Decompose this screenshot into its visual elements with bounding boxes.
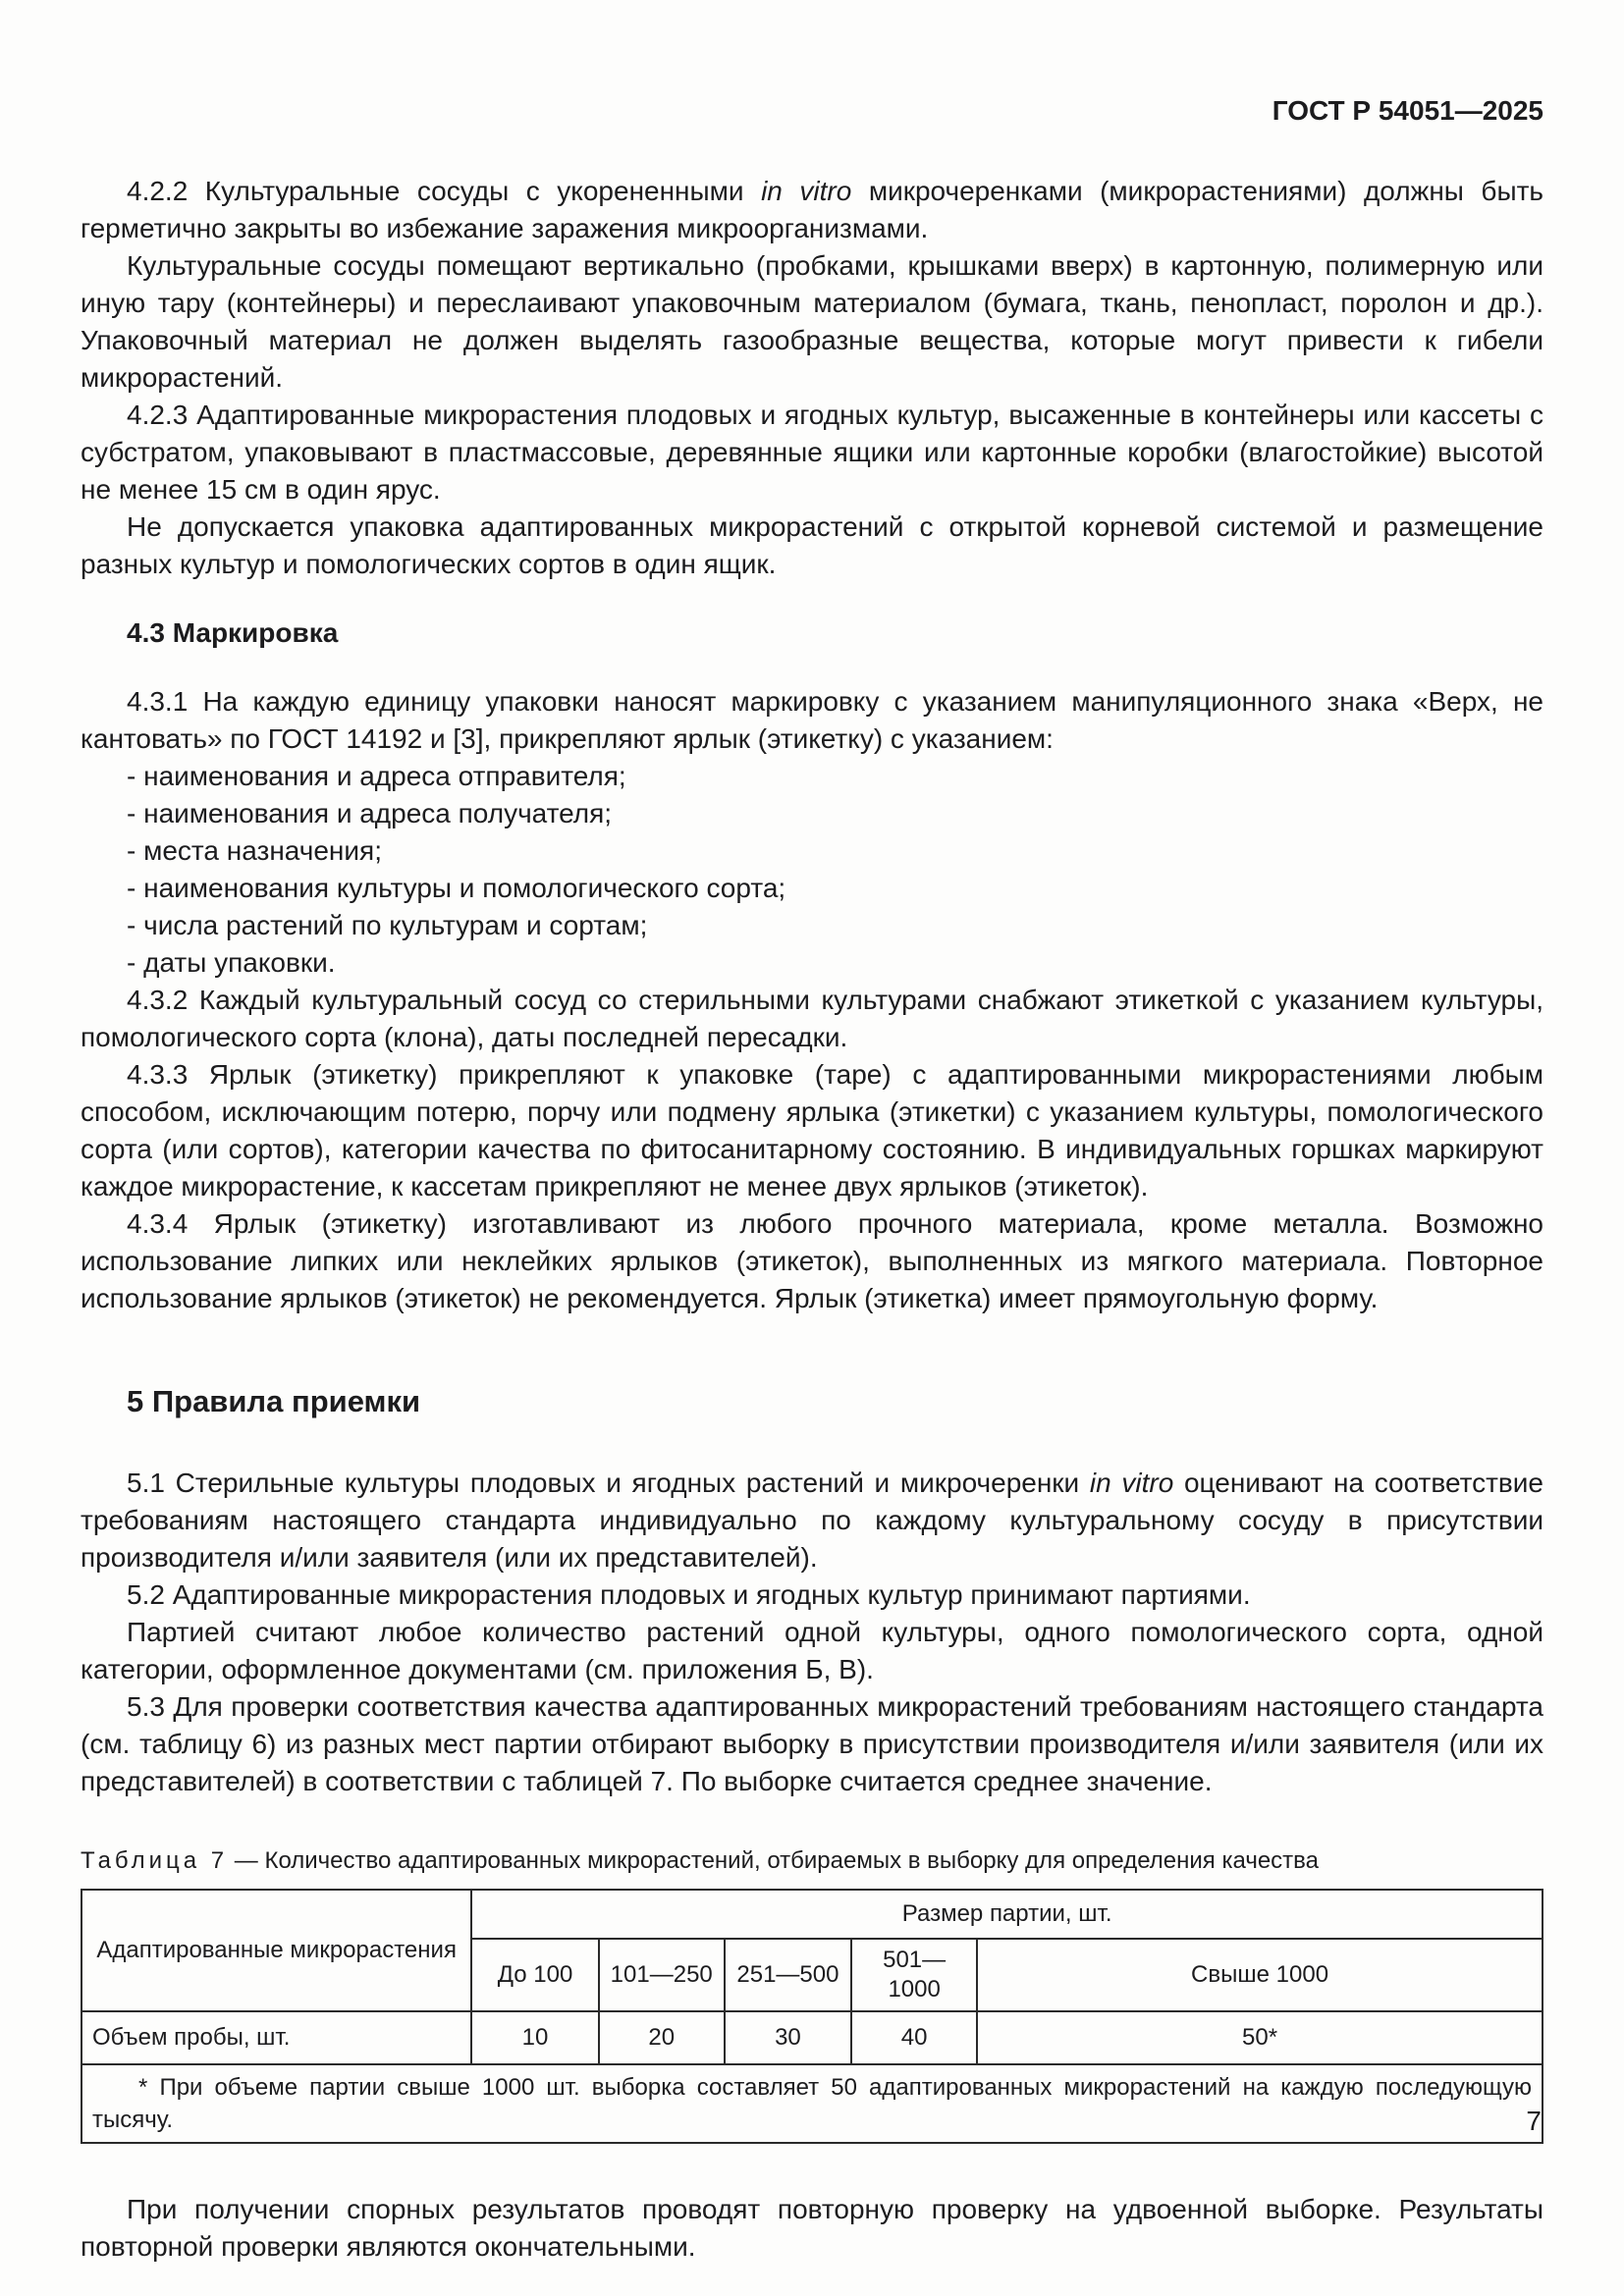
page-number: 7 xyxy=(1526,2106,1542,2136)
table-cell-value-2: 20 xyxy=(599,2011,725,2064)
paragraph-5-3: 5.3 Для проверки соответствия качества адаптированных микрорастений требованиям настоящего стандарта (см. таблицу 6) из разных мест партии отбирают выборку в присутствии производителя и/или заявителя (или их представителей) в соответствии с таблицей 7. По выборке считается среднее значение. xyxy=(81,1691,1543,1796)
paragraph-4-2-2 xyxy=(81,173,1543,247)
list-item-plant-count: - числа растений по культурам и сортам; xyxy=(127,910,648,940)
list-item-sender: - наименования и адреса отправителя; xyxy=(127,761,626,791)
page-content xyxy=(81,94,1543,2266)
italic-term-in-vitro: in vitro xyxy=(761,176,852,206)
paragraph-5-2: 5.2 Адаптированные микрорастения плодовых и ягодных культур принимают партиями. xyxy=(127,1579,1251,1610)
table-header-size-3: 251—500 xyxy=(725,1939,851,2011)
table-row-sample-volume xyxy=(81,2011,1543,2064)
paragraph-4-3-1: 4.3.1 На каждую единицу упаковки наносят маркировку с указанием манипуляционного знака «Верх, не кантовать» по ГОСТ 14192 и [3], прикрепляют ярлык (этикетку) с указанием: xyxy=(81,686,1543,754)
heading-section-5: 5 Правила приемки xyxy=(127,1384,421,1418)
table-footnote-text: * При объеме партии свыше 1000 шт. выборка составляет 50 адаптированных микрорастений на каждую последующую тысячу. xyxy=(92,2074,1532,2133)
list-item-destination: - места назначения; xyxy=(127,835,382,866)
table-7-caption xyxy=(81,1845,1543,1877)
heading-4-3: 4.3 Маркировка xyxy=(127,617,339,648)
paragraph-5-1-pre: 5.1 Стерильные культуры плодовых и ягодных растений и микрочеренки xyxy=(127,1468,1090,1498)
table-cell-value-5: 50* xyxy=(977,2011,1543,2064)
table-header-size-1: До 100 xyxy=(471,1939,598,2011)
paragraph-4-2-2-post: микрочеренками (микрорастениями) должны быть герметично закрыты во избежание заражения микроорганизмами. xyxy=(81,176,1544,243)
table-header-size-5: Свыше 1000 xyxy=(977,1939,1543,2011)
table-header-size-2: 101—250 xyxy=(599,1939,725,2011)
list-item-packing-date: - даты упаковки. xyxy=(127,947,336,978)
paragraph-repeat-check: При получении спорных результатов проводят повторную проверку на удвоенной выборке. Результаты повторной проверки являются окончательными. xyxy=(81,2194,1543,2262)
paragraph-5-1-post: оценивают на соответствие требованиям настоящего стандарта индивидуально по каждому культуральному сосуду в присутствии производителя и/или заявителя (или их представителей). xyxy=(81,1468,1544,1573)
table-cell-value-1: 10 xyxy=(471,2011,598,2064)
paragraph-packing: Культуральные сосуды помещают вертикально (пробками, крышками вверх) в картонную, полимерную или иную тару (контейнеры) и переслаивают упаковочным материалом (бумага, ткань, пенопласт, поролон и др.). Упаковочный материал не должен выделять газообразные вещества, которые могут привести к гибели микрорастений. xyxy=(81,250,1543,393)
table-7-caption-dash: — xyxy=(234,1847,258,1874)
doc-number: ГОСТ Р 54051—2025 xyxy=(1272,95,1543,126)
table-header-size-4: 501—1000 xyxy=(851,1939,977,2011)
table-7-caption-label: Таблица 7 xyxy=(81,1847,229,1874)
paragraph-4-2-2-pre: 4.2.2 Культуральные сосуды с укорененными xyxy=(127,176,762,206)
paragraph-4-3-4: 4.3.4 Ярлык (этикетку) изготавливают из любого прочного материала, кроме металла. Возможно использование липких или неклейких ярлыков (этикеток), выполненных из мягкого материала. Повторное использование ярлыков (этикеток) не рекомендуется. Ярлык (этикетка) имеет прямоугольную форму. xyxy=(81,1208,1543,1313)
table-cell-value-3: 30 xyxy=(725,2011,851,2064)
marking-list xyxy=(81,758,1543,982)
table-header-microplants: Адаптированные микрорастения xyxy=(81,1890,471,2011)
table-header-batch-size: Размер партии, шт. xyxy=(471,1890,1543,1939)
paragraph-4-3-2: 4.3.2 Каждый культуральный сосуд со стерильными культурами снабжают этикеткой с указанием культуры, помологического сорта (клона), даты последней пересадки. xyxy=(81,985,1543,1052)
list-item-receiver: - наименования и адреса получателя; xyxy=(127,798,613,828)
table-row-header-group xyxy=(81,1890,1543,1939)
paragraph-4-2-3: 4.2.3 Адаптированные микрорастения плодовых и ягодных культур, высаженные в контейнеры или кассеты с субстратом, упаковывают в пластмассовые, деревянные ящики или картонные коробки (влагостойкие) высотой не менее 15 см в один ярус. xyxy=(81,400,1543,505)
list-item-culture: - наименования культуры и помологического сорта; xyxy=(127,873,786,903)
paragraph-no-mixing: Не допускается упаковка адаптированных микрорастений с открытой корневой системой и размещение разных культур и помологических сортов в один ящик. xyxy=(81,511,1543,579)
table-row-footnote xyxy=(81,2064,1543,2143)
table-cell-value-4: 40 xyxy=(851,2011,977,2064)
table-cell-row-label: Объем пробы, шт. xyxy=(81,2011,471,2064)
table-footnote-cell xyxy=(81,2064,1543,2143)
paragraph-5-1 xyxy=(81,1465,1543,1576)
paragraph-4-3-3: 4.3.3 Ярлык (этикетку) прикрепляют к упаковке (таре) с адаптированными микрорастениями любым способом, исключающим потерю, порчу или подмену ярлыка (этикетки) с указанием культуры, помологического сорта (или сортов), категории качества по фитосанитарному состоянию. В индивидуальных горшках маркируют каждое микрорастение, к кассетам прикрепляют не менее двух ярлыков (этикеток). xyxy=(81,1059,1543,1201)
table-7-caption-text: Количество адаптированных микрорастений, отбираемых в выборку для определения качества xyxy=(264,1847,1319,1874)
table-7 xyxy=(81,1889,1543,2144)
italic-term-in-vitro: in vitro xyxy=(1089,1468,1174,1498)
paragraph-batch-definition: Партией считают любое количество растений одной культуры, одного помологического сорта, одной категории, оформленное документами (см. приложения Б, В). xyxy=(81,1617,1543,1684)
